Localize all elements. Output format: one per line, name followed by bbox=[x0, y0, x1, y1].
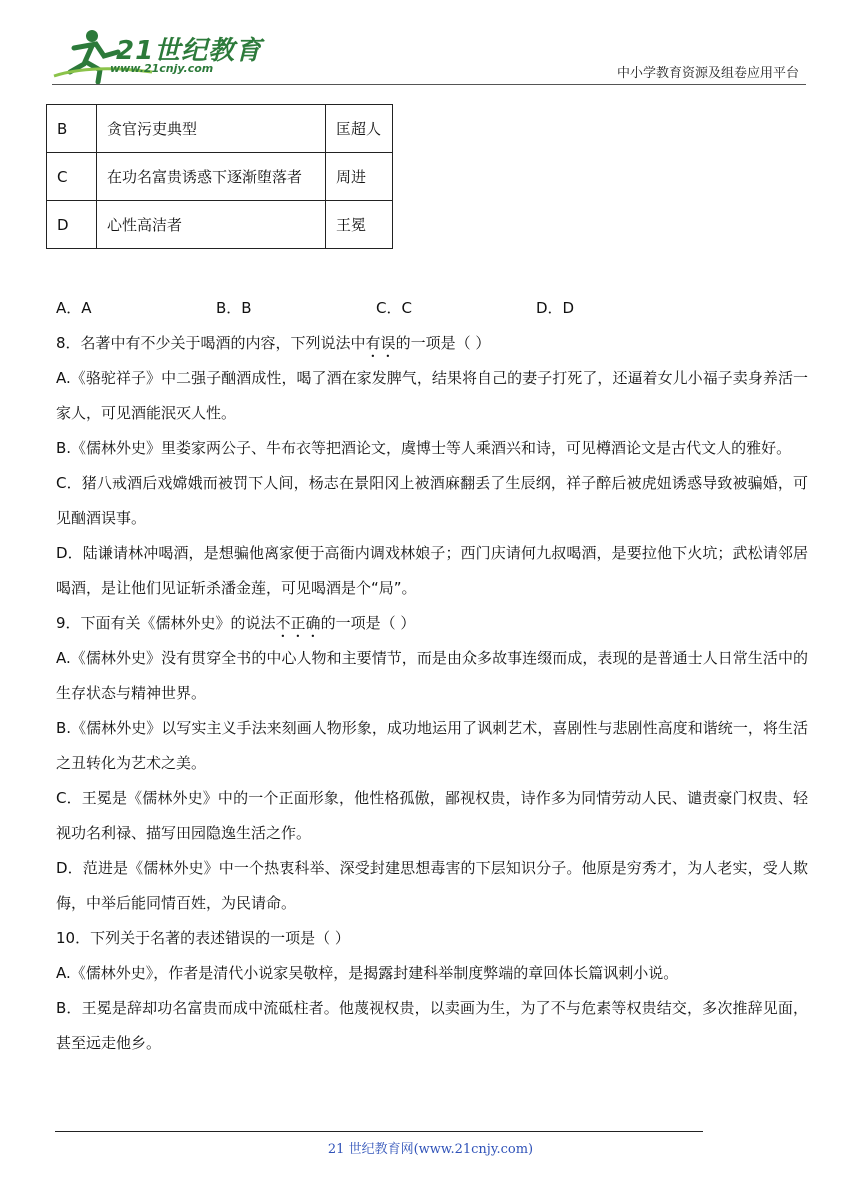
stem-text: 的一项是（ ） bbox=[320, 614, 416, 632]
footer-link[interactable]: 21 世纪教育网(www.21cnjy.com) bbox=[327, 1142, 534, 1157]
platform-name: 中小学教育资源及组卷应用平台 bbox=[616, 66, 799, 81]
option-text: A.《儒林外史》，作者是清代小说家吴敬梓，是揭露封建科举制度弊端的章回体长篇讽刺小说。 bbox=[56, 964, 679, 982]
choice-d: D．D bbox=[536, 299, 575, 317]
logo-url: www.21cnjy.com bbox=[110, 62, 214, 75]
stem-text: 9．下面有关《儒林外史》的说法 bbox=[56, 614, 276, 632]
table-row bbox=[47, 105, 393, 153]
option-text: B．王冕是辞却功名富贵而成中流砥柱者。他蔑视权贵，以卖画为生，为了不与危素等权贵结交，多次推辞见面，甚至远走他乡。 bbox=[56, 999, 808, 1052]
choice-a: A．A bbox=[56, 299, 92, 317]
question-stem bbox=[56, 326, 808, 361]
table-cell: 王冕 bbox=[326, 201, 393, 249]
table-cell: 心性高洁者 bbox=[97, 201, 326, 249]
question-stem: 10．下列关于名著的表述错误的一项是（ ） bbox=[56, 929, 350, 947]
page-header bbox=[0, 0, 861, 90]
option-text: C．猪八戒酒后戏嫦娥而被罚下人间，杨志在景阳冈上被酒麻翻丢了生辰纲，祥子醉后被虎妞诱惑导致被骗婚，可见酗酒误事。 bbox=[56, 474, 808, 527]
table-cell: C bbox=[47, 153, 97, 201]
table-row bbox=[47, 201, 393, 249]
header-divider bbox=[52, 84, 806, 85]
options-table bbox=[46, 104, 393, 249]
logo-text: 21世纪教育 bbox=[116, 36, 263, 66]
question-stem bbox=[56, 606, 808, 641]
choice-b: B．B bbox=[216, 299, 252, 317]
option-text: B.《儒林外史》里娄家两公子、牛布衣等把酒论文，虞博士等人乘酒兴和诗，可见樽酒论文是古代文人的雅好。 bbox=[56, 439, 792, 457]
questions-body bbox=[56, 326, 808, 1061]
footer-divider bbox=[55, 1131, 703, 1132]
table-cell: B bbox=[47, 105, 97, 153]
option-text: D．范进是《儒林外史》中一个热衷科举、深受封建思想毒害的下层知识分子。他原是穷秀才，为人老实，受人欺侮，中举后能同情百姓，为民请命。 bbox=[56, 859, 808, 912]
option-text: D．陆谦请林冲喝酒，是想骗他离家便于高衙内调戏林娘子；西门庆请何九叔喝酒，是要拉他下火坑；武松请邻居喝酒，是让他们见证斩杀潘金莲，可见喝酒是个“局”。 bbox=[56, 544, 808, 597]
table-cell: 匡超人 bbox=[326, 105, 393, 153]
stem-emphasis: 有误 bbox=[365, 334, 396, 352]
option-text: C．王冕是《儒林外史》中的一个正面形象，他性格孤傲，鄙视权贵，诗作多为同情劳动人民、谴责豪门权贵、轻视功名利禄、描写田园隐逸生活之作。 bbox=[56, 789, 808, 842]
stem-text: 的一项是（ ） bbox=[395, 334, 491, 352]
stem-emphasis: 不正确 bbox=[275, 614, 321, 632]
table-row bbox=[47, 153, 393, 201]
option-text: B.《儒林外史》以写实主义手法来刻画人物形象，成功地运用了讽刺艺术，喜剧性与悲剧性高度和谐统一，将生活之丑转化为艺术之美。 bbox=[56, 719, 808, 772]
table-cell: 在功名富贵诱惑下逐渐堕落者 bbox=[97, 153, 326, 201]
option-text: A.《骆驼祥子》中二强子酗酒成性，喝了酒在家发脾气，结果将自己的妻子打死了，还逼着女儿小福子卖身养活一家人，可见酒能泯灭人性。 bbox=[56, 369, 808, 422]
option-text: A.《儒林外史》没有贯穿全书的中心人物和主要情节，而是由众多故事连缀而成，表现的是普通士人日常生活中的生存状态与精神世界。 bbox=[56, 649, 808, 702]
table-cell: 贪官污吏典型 bbox=[97, 105, 326, 153]
table-cell: D bbox=[47, 201, 97, 249]
stem-text: 8．名著中有不少关于喝酒的内容，下列说法中 bbox=[56, 334, 366, 352]
table-cell: 周进 bbox=[326, 153, 393, 201]
choice-c: C．C bbox=[376, 299, 412, 317]
